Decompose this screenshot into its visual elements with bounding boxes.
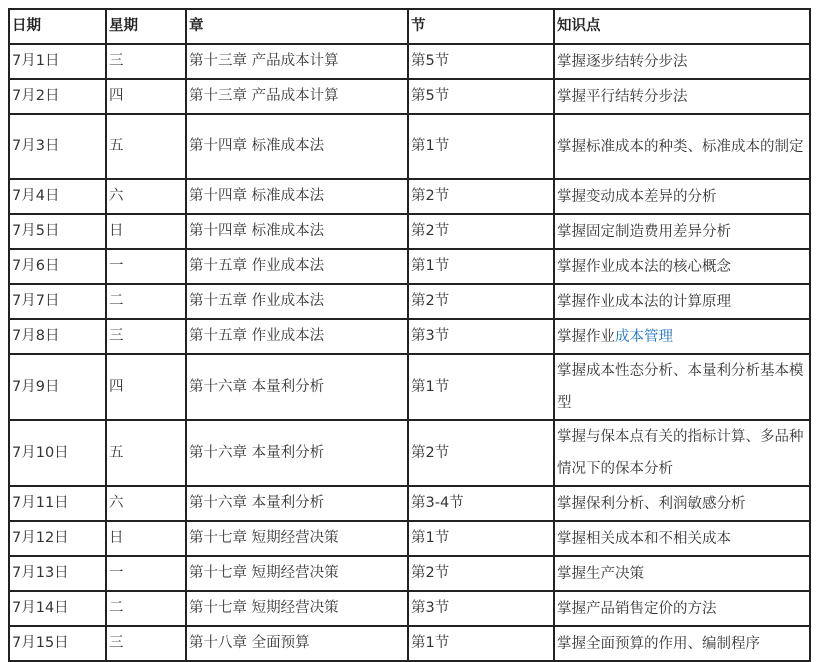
knowledge-point-cell	[554, 556, 810, 591]
knowledge-point-cell	[554, 319, 810, 354]
chapter-cell: 第十七章 短期经营决策	[186, 521, 408, 556]
header-date: 日期	[9, 9, 106, 44]
table-row	[9, 626, 810, 661]
date-cell: 7月2日	[9, 79, 106, 114]
weekday-cell: 一	[106, 249, 186, 284]
knowledge-point-text: 掌握逐步结转分步法	[557, 53, 688, 70]
table-row	[9, 591, 810, 626]
weekday-cell: 二	[106, 284, 186, 319]
table-row	[9, 114, 810, 179]
date-cell: 7月5日	[9, 214, 106, 249]
knowledge-point-text: 掌握标准成本的种类、标准成本的制定	[557, 138, 804, 155]
table-row	[9, 486, 810, 521]
chapter-cell: 第十八章 全面预算	[186, 626, 408, 661]
knowledge-point-cell	[554, 420, 810, 486]
section-cell: 第2节	[408, 284, 554, 319]
knowledge-point-text: 掌握产品销售定价的方法	[557, 600, 717, 617]
weekday-cell: 四	[106, 79, 186, 114]
chapter-cell: 第十六章 本量利分析	[186, 354, 408, 420]
chapter-cell: 第十五章 作业成本法	[186, 284, 408, 319]
knowledge-point-text: 掌握变动成本差异的分析	[557, 188, 717, 205]
knowledge-point-cell	[554, 79, 810, 114]
table-row	[9, 249, 810, 284]
chapter-cell: 第十六章 本量利分析	[186, 420, 408, 486]
chapter-cell: 第十三章 产品成本计算	[186, 44, 408, 79]
weekday-cell: 日	[106, 214, 186, 249]
date-cell: 7月13日	[9, 556, 106, 591]
weekday-cell: 三	[106, 319, 186, 354]
section-cell: 第2节	[408, 214, 554, 249]
knowledge-point-cell	[554, 249, 810, 284]
chapter-cell: 第十六章 本量利分析	[186, 486, 408, 521]
knowledge-point-text: 掌握成本性态分析、本量利分析基本模型	[557, 363, 804, 411]
section-cell: 第5节	[408, 79, 554, 114]
header-chapter: 章	[186, 9, 408, 44]
knowledge-point-link[interactable]: 成本管理	[615, 328, 673, 345]
knowledge-point-text: 掌握全面预算的作用、编制程序	[557, 635, 760, 652]
chapter-cell: 第十五章 作业成本法	[186, 249, 408, 284]
header-knowledge-point: 知识点	[554, 9, 810, 44]
knowledge-point-text: 掌握保利分析、利润敏感分析	[557, 495, 746, 512]
table-row	[9, 179, 810, 214]
weekday-cell: 六	[106, 486, 186, 521]
knowledge-point-cell	[554, 626, 810, 661]
table-row	[9, 79, 810, 114]
section-cell: 第3-4节	[408, 486, 554, 521]
knowledge-point-cell	[554, 114, 810, 179]
table-row	[9, 284, 810, 319]
section-cell: 第1节	[408, 114, 554, 179]
knowledge-point-cell	[554, 214, 810, 249]
knowledge-point-text: 掌握相关成本和不相关成本	[557, 530, 731, 547]
weekday-cell: 五	[106, 420, 186, 486]
date-cell: 7月4日	[9, 179, 106, 214]
weekday-cell: 五	[106, 114, 186, 179]
table-row	[9, 319, 810, 354]
chapter-cell: 第十五章 作业成本法	[186, 319, 408, 354]
chapter-cell: 第十七章 短期经营决策	[186, 591, 408, 626]
date-cell: 7月12日	[9, 521, 106, 556]
date-cell: 7月9日	[9, 354, 106, 420]
weekday-cell: 四	[106, 354, 186, 420]
knowledge-point-text: 掌握作业	[557, 328, 615, 345]
date-cell: 7月10日	[9, 420, 106, 486]
weekday-cell: 三	[106, 626, 186, 661]
knowledge-point-text: 掌握平行结转分步法	[557, 88, 688, 105]
section-cell: 第3节	[408, 319, 554, 354]
knowledge-point-cell	[554, 486, 810, 521]
weekday-cell: 一	[106, 556, 186, 591]
section-cell: 第5节	[408, 44, 554, 79]
section-cell: 第1节	[408, 249, 554, 284]
chapter-cell: 第十四章 标准成本法	[186, 114, 408, 179]
knowledge-point-cell	[554, 591, 810, 626]
header-section: 节	[408, 9, 554, 44]
section-cell: 第1节	[408, 626, 554, 661]
table-row	[9, 521, 810, 556]
knowledge-point-cell	[554, 354, 810, 420]
knowledge-point-text: 掌握作业成本法的核心概念	[557, 258, 731, 275]
date-cell: 7月6日	[9, 249, 106, 284]
knowledge-point-text: 掌握生产决策	[557, 565, 644, 582]
header-weekday: 星期	[106, 9, 186, 44]
date-cell: 7月14日	[9, 591, 106, 626]
knowledge-point-text: 掌握作业成本法的计算原理	[557, 293, 731, 310]
chapter-cell: 第十三章 产品成本计算	[186, 79, 408, 114]
date-cell: 7月8日	[9, 319, 106, 354]
date-cell: 7月3日	[9, 114, 106, 179]
date-cell: 7月1日	[9, 44, 106, 79]
weekday-cell: 二	[106, 591, 186, 626]
table-row	[9, 556, 810, 591]
table-row	[9, 44, 810, 79]
weekday-cell: 日	[106, 521, 186, 556]
date-cell: 7月7日	[9, 284, 106, 319]
knowledge-point-text: 掌握固定制造费用差异分析	[557, 223, 731, 240]
section-cell: 第1节	[408, 354, 554, 420]
table-row	[9, 420, 810, 486]
section-cell: 第1节	[408, 521, 554, 556]
knowledge-point-cell	[554, 521, 810, 556]
section-cell: 第3节	[408, 591, 554, 626]
chapter-cell: 第十四章 标准成本法	[186, 214, 408, 249]
date-cell: 7月11日	[9, 486, 106, 521]
section-cell: 第2节	[408, 420, 554, 486]
weekday-cell: 三	[106, 44, 186, 79]
header-row	[9, 9, 810, 44]
knowledge-point-cell	[554, 44, 810, 79]
table-row	[9, 354, 810, 420]
knowledge-point-cell	[554, 179, 810, 214]
table-row	[9, 214, 810, 249]
chapter-cell: 第十四章 标准成本法	[186, 179, 408, 214]
knowledge-point-cell	[554, 284, 810, 319]
knowledge-point-text: 掌握与保本点有关的指标计算、多品种情况下的保本分析	[557, 429, 804, 477]
date-cell: 7月15日	[9, 626, 106, 661]
study-schedule-table	[8, 8, 811, 662]
chapter-cell: 第十七章 短期经营决策	[186, 556, 408, 591]
section-cell: 第2节	[408, 556, 554, 591]
section-cell: 第2节	[408, 179, 554, 214]
weekday-cell: 六	[106, 179, 186, 214]
